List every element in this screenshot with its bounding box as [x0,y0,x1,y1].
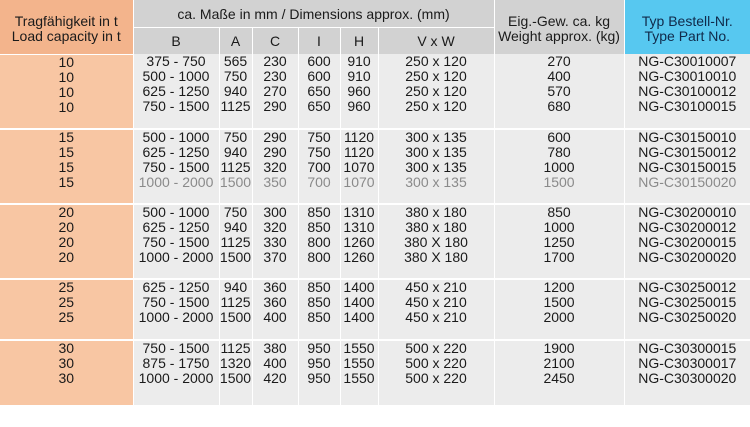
h-value: 1120 [343,143,375,160]
table-row-group [0,340,750,406]
part-number-cell [624,340,750,406]
capacity-value: 10 [58,54,75,70]
b-cell [133,204,219,279]
i-cell [298,204,340,279]
capacity-value: 10 [58,68,75,85]
a-value: 940 [223,143,248,160]
vxw-value: 500 x 220 [405,369,467,386]
c-value: 230 [263,54,287,69]
h-cell [340,129,378,204]
capacity-value: 20 [58,203,75,220]
i-value: 850 [307,293,331,310]
vxw-value: 300 x 135 [405,158,467,175]
b-value: 625 - 1250 [142,83,210,99]
capacity-value: 20 [58,218,75,235]
part-number-value: NG-C30300017 [638,354,737,371]
c-value: 320 [263,218,287,235]
a-cell [219,340,252,406]
part-number-cell [624,204,750,279]
a-value: 750 [223,128,248,145]
weight-value: 1000 [543,218,575,235]
vxw-value: 380 X 180 [404,233,468,250]
vxw-value: 380 x 180 [405,218,467,235]
c-value: 290 [263,143,287,160]
col-header-c: C [252,28,298,55]
vxw-cell [378,129,494,204]
b-cell [133,129,219,204]
weight-value: 1000 [543,158,575,175]
b-cell [133,54,219,129]
vxw-value: 250 x 120 [405,98,467,114]
i-cell [298,340,340,406]
h-value: 1400 [343,308,375,325]
a-value: 1500 [219,369,252,386]
h-value: 1310 [343,218,375,235]
part-number-value: NG-C30300015 [638,339,737,356]
part-number-value: NG-C30200012 [638,218,737,235]
i-cell [298,129,340,204]
a-value: 1320 [219,354,252,371]
c-value: 380 [263,339,287,356]
c-value: 290 [263,128,287,145]
c-cell [252,54,298,129]
c-cell [252,204,298,279]
vxw-cell [378,340,494,406]
capacity-value: 30 [58,369,75,386]
vxw-value: 500 x 220 [405,354,467,371]
weight-value: 680 [547,98,571,114]
h-value: 910 [347,68,371,84]
vxw-value: 500 x 220 [405,339,467,356]
a-value: 940 [223,218,248,235]
capacity-header [0,0,133,54]
weight-header [494,0,624,54]
capacity-value: 10 [58,83,75,100]
c-value: 270 [263,83,287,99]
i-value: 600 [307,68,331,84]
part-number-value: NG-C30250020 [638,308,737,325]
weight-cell [494,204,624,279]
i-value: 650 [307,98,331,114]
vxw-cell [378,279,494,340]
c-cell [252,129,298,204]
vxw-value: 450 x 210 [405,278,467,295]
weight-header-de: Eig.-Gew. ca. kg [508,13,610,29]
b-value: 750 - 1500 [142,98,210,114]
part-number-cell [624,129,750,204]
b-value: 375 - 750 [146,54,206,69]
weight-value: 400 [547,68,571,84]
h-value: 910 [347,54,371,69]
table-row-group [0,279,750,340]
h-value: 960 [347,83,371,99]
vxw-value: 300 x 135 [405,173,467,190]
i-value: 850 [307,218,331,235]
weight-value: 2450 [543,369,575,386]
c-cell [252,279,298,340]
b-value: 1000 - 2000 [138,173,214,190]
col-header-b: B [133,28,219,55]
part-number-value: NG-C30200020 [638,248,737,265]
a-value: 750 [223,203,248,220]
h-value: 1260 [343,248,375,265]
c-value: 230 [263,68,287,84]
vxw-cell [378,204,494,279]
a-value: 1125 [220,293,251,310]
h-cell [340,54,378,129]
vxw-value: 300 x 135 [405,128,467,145]
part-number-value: NG-C30150010 [638,128,737,145]
weight-value: 850 [547,203,571,220]
weight-value: 2000 [543,308,575,325]
i-value: 800 [307,233,331,250]
c-value: 320 [263,158,287,175]
col-header-a: A [219,28,252,55]
i-value: 750 [307,143,331,160]
capacity-header-en: Load capacity in t [11,27,121,44]
i-value: 750 [307,128,331,145]
b-value: 625 - 1250 [142,218,210,235]
table-row-group [0,54,750,129]
part-header-de: Typ Bestell-Nr. [641,13,733,29]
h-value: 1550 [343,339,375,356]
part-number-value: NG-C30100012 [638,83,737,99]
c-value: 400 [263,354,287,371]
vxw-value: 250 x 120 [405,54,467,69]
weight-header-en: Weight approx. (kg) [498,28,620,44]
c-value: 290 [263,98,287,114]
vxw-value: 380 x 180 [405,203,467,220]
vxw-value: 450 x 210 [405,293,467,310]
weight-cell [494,54,624,129]
capacity-value: 25 [58,308,75,325]
i-cell [298,54,340,129]
vxw-cell [378,54,494,129]
c-cell [252,340,298,406]
a-cell [219,54,252,129]
c-value: 360 [263,293,287,310]
part-number-value: NG-C30150020 [638,173,737,190]
weight-value: 1900 [543,339,575,356]
weight-value: 600 [547,128,571,145]
capacity-value: 25 [58,293,75,310]
a-cell [219,279,252,340]
b-value: 500 - 1000 [142,128,210,145]
b-value: 750 - 1500 [142,233,210,250]
h-value: 1550 [343,354,375,371]
part-number-value: NG-C30150012 [638,143,737,160]
a-value: 565 [223,54,248,69]
capacity-value: 15 [58,158,75,175]
col-header-vxw: V x W [378,28,494,55]
h-value: 1550 [343,369,375,386]
capacity-cell [0,129,133,204]
weight-value: 1200 [543,278,575,295]
weight-cell [494,129,624,204]
part-number-cell [624,279,750,340]
a-value: 1500 [219,308,252,325]
i-cell [298,279,340,340]
capacity-cell [0,340,133,406]
weight-value: 2100 [543,354,575,371]
part-number-value: NG-C30200010 [638,203,737,220]
part-number-value: NG-C30200015 [638,233,737,250]
i-value: 850 [307,308,331,325]
weight-value: 1700 [543,248,575,265]
a-value: 1500 [219,173,252,190]
capacity-value: 25 [58,278,75,295]
part-number-value: NG-C30010007 [638,54,737,69]
part-number-value: NG-C30010010 [638,68,737,84]
h-value: 1400 [343,293,375,310]
b-value: 750 - 1500 [142,293,210,310]
c-value: 360 [263,278,287,295]
a-value: 1500 [219,248,252,265]
weight-value: 1500 [543,293,575,310]
h-cell [340,279,378,340]
i-value: 700 [307,173,331,190]
vxw-value: 250 x 120 [405,83,467,99]
col-header-h: H [340,28,378,55]
i-value: 950 [307,354,331,371]
weight-cell [494,340,624,406]
capacity-value: 30 [58,354,75,371]
b-value: 625 - 1250 [142,143,210,160]
weight-value: 570 [547,83,571,99]
capacity-cell [0,204,133,279]
i-value: 700 [307,158,331,175]
i-value: 950 [307,369,331,386]
weight-value: 1250 [543,233,575,250]
i-value: 950 [307,339,331,356]
weight-value: 270 [547,54,571,69]
b-value: 875 - 1750 [142,354,210,371]
vxw-value: 300 x 135 [405,143,467,160]
h-value: 1070 [343,158,375,175]
a-value: 940 [223,83,248,99]
capacity-value: 15 [58,173,75,190]
b-value: 1000 - 2000 [138,369,214,386]
c-value: 350 [263,173,287,190]
h-cell [340,340,378,406]
h-value: 1070 [343,173,375,190]
a-value: 1125 [220,233,251,250]
h-value: 1120 [343,128,375,145]
part-number-value: NG-C30150015 [638,158,737,175]
a-value: 750 [223,68,248,84]
vxw-value: 450 x 210 [405,308,467,325]
h-value: 1310 [343,203,375,220]
h-cell [340,204,378,279]
weight-value: 780 [547,143,571,160]
dimensions-header: ca. Maße in mm / Dimensions approx. (mm) [133,0,494,28]
part-number-value: NG-C30300020 [638,369,737,386]
c-value: 330 [263,233,287,250]
a-value: 1125 [220,98,251,114]
c-value: 300 [263,203,287,220]
a-value: 1125 [220,158,251,175]
h-value: 1260 [343,233,375,250]
capacity-value: 15 [58,128,75,145]
b-value: 500 - 1000 [142,68,210,84]
c-value: 370 [263,248,287,265]
b-value: 1000 - 2000 [138,248,214,265]
a-value: 940 [223,278,248,295]
i-value: 600 [307,54,331,69]
a-cell [219,204,252,279]
part-number-header [624,0,750,54]
b-cell [133,340,219,406]
h-value: 960 [347,98,371,114]
i-value: 650 [307,83,331,99]
table-row-group [0,204,750,279]
capacity-value: 20 [58,233,75,250]
h-value: 1400 [343,278,375,295]
weight-cell [494,279,624,340]
b-value: 1000 - 2000 [138,308,214,325]
a-value: 1125 [220,339,251,356]
capacity-value: 10 [58,98,75,115]
capacity-cell [0,54,133,129]
i-value: 850 [307,203,331,220]
b-value: 500 - 1000 [142,203,210,220]
part-number-value: NG-C30100015 [638,98,737,114]
c-value: 400 [263,308,287,325]
part-number-cell [624,54,750,129]
part-number-value: NG-C30250012 [638,278,737,295]
b-value: 750 - 1500 [142,158,210,175]
i-value: 850 [307,278,331,295]
vxw-value: 380 X 180 [404,248,468,265]
capacity-value: 20 [58,248,75,265]
b-value: 625 - 1250 [142,278,210,295]
b-cell [133,279,219,340]
capacity-value: 15 [58,143,75,160]
part-number-value: NG-C30250015 [638,293,737,310]
table-row-group [0,129,750,204]
weight-value: 1500 [543,173,575,190]
capacity-value: 30 [58,339,75,356]
a-cell [219,129,252,204]
c-value: 420 [263,369,287,386]
capacity-cell [0,279,133,340]
col-header-i: I [298,28,340,55]
i-value: 800 [307,248,331,265]
part-header-en: Type Part No. [644,28,731,44]
table-body [0,54,750,406]
vxw-value: 250 x 120 [405,68,467,84]
capacity-header-de: Tragfähigkeit in t [14,12,118,29]
b-value: 750 - 1500 [142,339,210,356]
